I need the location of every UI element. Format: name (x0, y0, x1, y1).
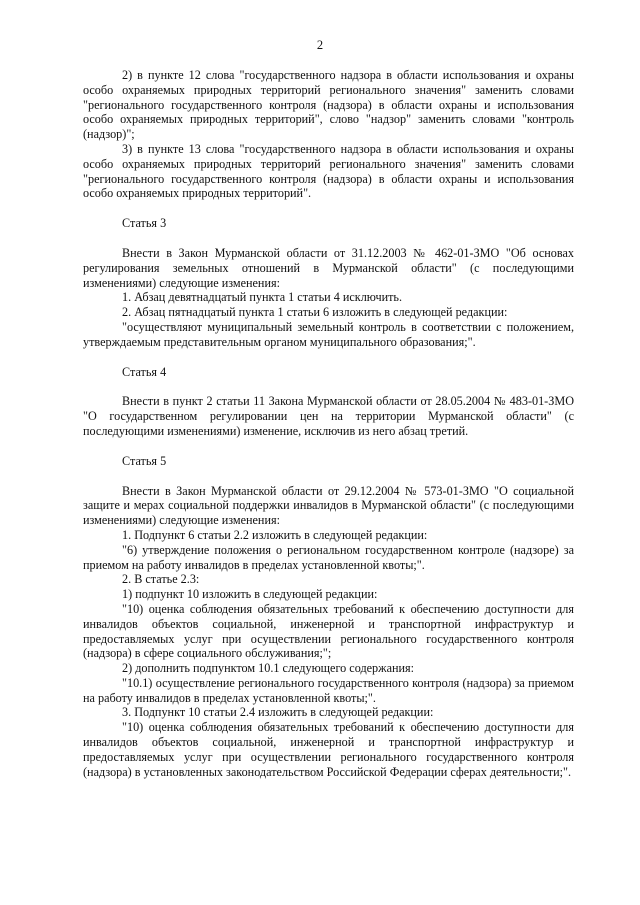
document-body (83, 68, 574, 779)
paragraph: Внести в Закон Мурманской области от 31.12.2003 № 462-01-ЗМО "Об основах регулирования земельных отношений в Мурманской области" (с последующими изменениями) следующие изменения: (83, 245, 574, 290)
page-number: 2 (316, 38, 324, 52)
paragraph: "10.1) осуществление регионального государственного контроля (надзора) за приемом на работу инвалидов в пределах установленной квоты;". (83, 675, 574, 705)
paragraph: 2) дополнить подпунктом 10.1 следующего содержания: (122, 661, 415, 676)
paragraph: 3) в пункте 13 слова "государственного надзора в области использования и охраны особо охраняемых природных территорий регионального значения" заменить словами "регионального государственного контроля (надзора) в области охраны и использования особо охраняемых природных территорий". (83, 141, 574, 201)
article-heading: Статья 4 (122, 364, 167, 379)
paragraph: 2. В статье 2.3: (122, 572, 200, 587)
article-heading: Статья 5 (122, 453, 167, 468)
paragraph: 3. Подпункт 10 статьи 2.4 изложить в следующей редакции: (122, 705, 434, 720)
paragraph: Внести в Закон Мурманской области от 29.12.2004 № 573-01-ЗМО "О социальной защите и мерах социальной поддержки инвалидов в Мурманской области" (с последующими изменениями) следующие изменения: (83, 483, 574, 528)
paragraph: "осуществляют муниципальный земельный контроль в соответствии с положением, утверждаемым представительным органом муниципального образования;". (83, 319, 574, 349)
paragraph: 1) подпункт 10 изложить в следующей редакции: (122, 587, 378, 602)
paragraph: 2. Абзац пятнадцатый пункта 1 статьи 6 изложить в следующей редакции: (122, 305, 508, 320)
paragraph: "6) утверждение положения о региональном государственном контроле (надзоре) за приемом на работу инвалидов в пределах установленной квоты;". (83, 542, 574, 572)
paragraph: "10) оценка соблюдения обязательных требований к обеспечению доступности для инвалидов объектов социальной, инженерной и транспортной инфраструктур и предоставляемых услуг при осуществлении регионального государственного контроля (надзора) в сфере социального обслуживания;"; (83, 601, 574, 661)
paragraph: 1. Абзац девятнадцатый пункта 1 статьи 4 исключить. (122, 290, 403, 305)
paragraph: 2) в пункте 12 слова "государственного надзора в области использования и охраны особо охраняемых природных территорий регионального значения" заменить словами "регионального государственного контроля (надзора) в области охраны и использования особо охраняемых природных территорий", слово "надзор" заменить словами "контроль (надзор)"; (83, 68, 574, 142)
paragraph: Внести в пункт 2 статьи 11 Закона Мурманской области от 28.05.2004 № 483-01-ЗМО "О государственном регулировании цен на территории Мурманской области" (с последующими изменениями) изменение, исключив из него абзац третий. (83, 394, 574, 438)
paragraph: 1. Подпункт 6 статьи 2.2 изложить в следующей редакции: (122, 527, 428, 542)
article-heading: Статья 3 (122, 216, 167, 231)
paragraph: "10) оценка соблюдения обязательных требований к обеспечению доступности для инвалидов объектов социальной, инженерной и транспортной инфраструктур и предоставляемых услуг при осуществлении регионального государственного контроля (надзора) в установленных законодательством Российской Федерации сферах деятельности;". (83, 720, 574, 779)
